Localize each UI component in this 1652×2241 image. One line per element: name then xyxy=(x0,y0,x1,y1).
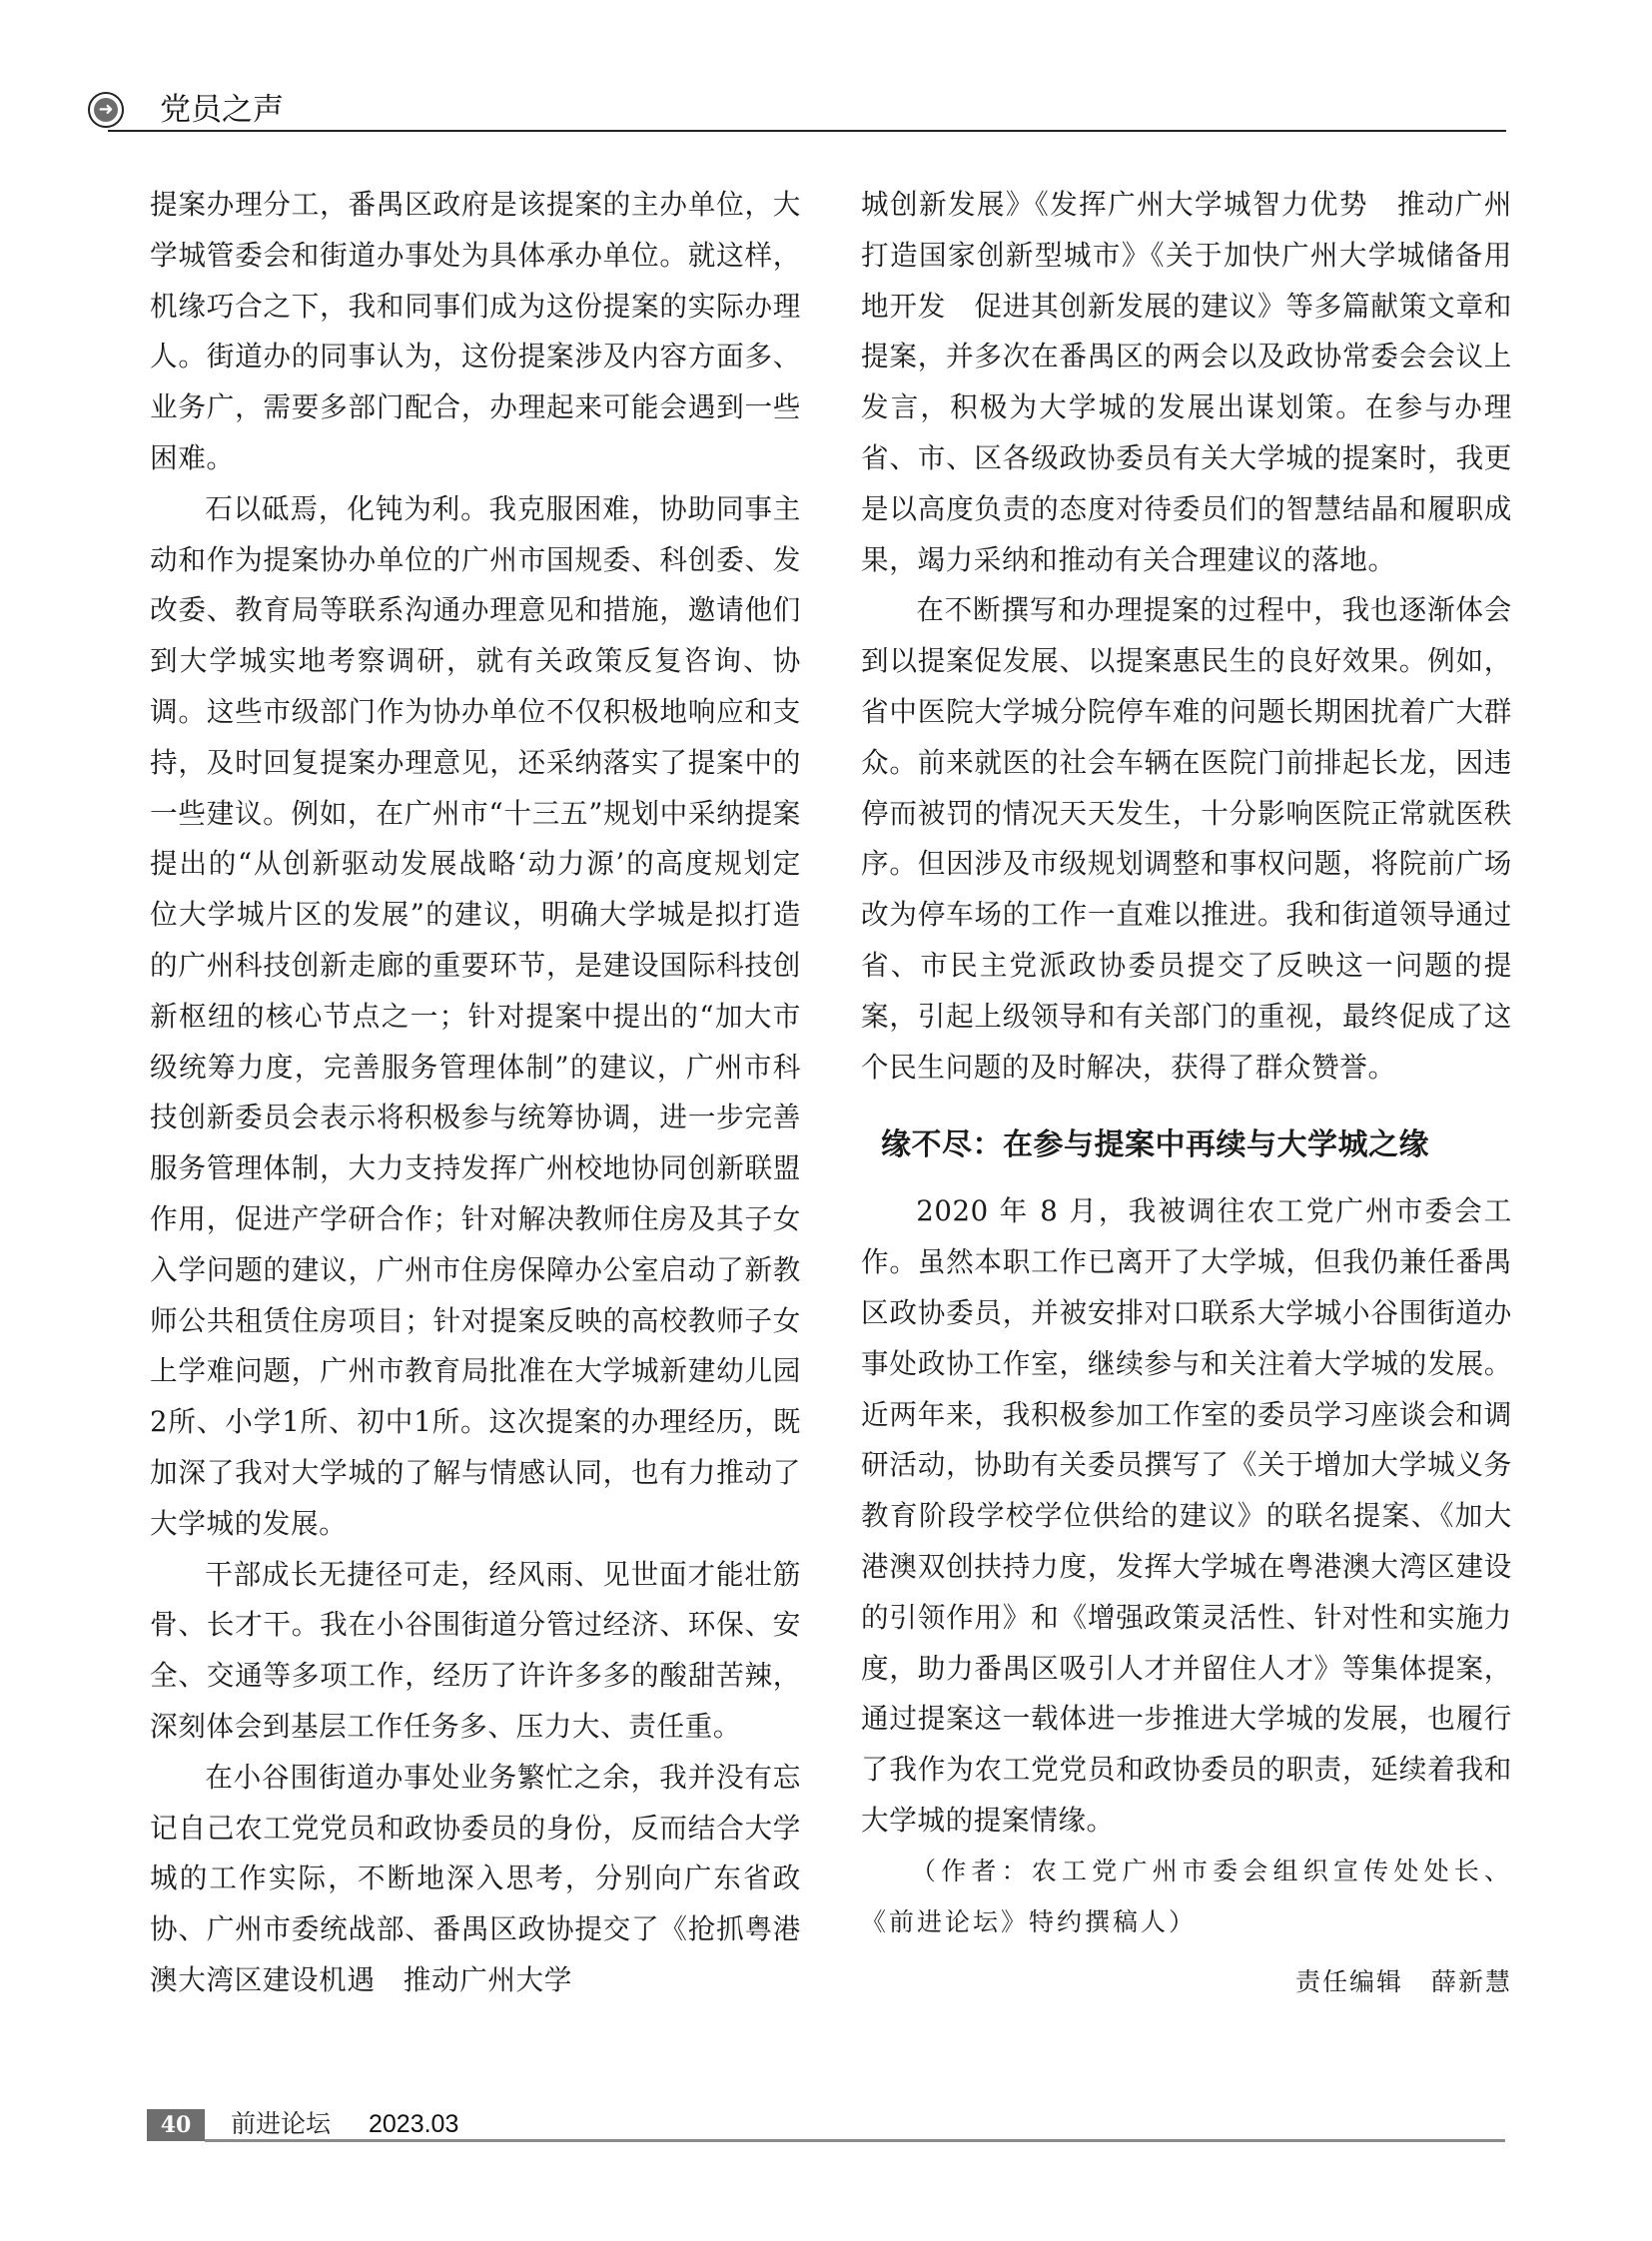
arrow-right-circle-icon xyxy=(88,92,124,128)
editor-name: 薛新慧 xyxy=(1430,1967,1512,1997)
paragraph: 在不断撰写和办理提案的过程中，我也逐渐体会到以提案促发展、以提案惠民生的良好效果。例如，省中医院大学城分院停车难的问题长期困扰着广大群众。前来就医的社会车辆在医院门前排起长龙，因违停而被罚的情况天天发生，十分影响医院正常就医秩序。但因涉及市级规划调整和事权问题，将院前广场改为停车场的工作一直难以推进。我和街道领导通过省、市民主党派政协委员提交了反映这一问题的提案，引起上级领导和有关部门的重视，最终促成了这个民生问题的及时解决，获得了群众赞誉。 xyxy=(861,593,1512,1084)
editor-label: 责任编辑 xyxy=(1294,1967,1403,1997)
section-header xyxy=(80,88,1506,134)
paragraph: 2020 年 8 月，我被调往农工党广州市委会工作。虽然本职工作已离开了大学城，但我仍兼任番禺区政协委员，并被安排对口联系大学城小谷围街道办事处政协工作室，继续参与和关注着大学城的发展。近两年来，我积极参加工作室的委员学习座谈会和调研活动，协助有关委员撰写了《关于增加大学城义务教育阶段学校学位供给的建议》的联名提案、《加大港澳双创扶持力度，发挥大学城在粤港澳大湾区建设的引领作用》和《增强政策灵活性、针对性和实施力度，助力番禺区吸引人才并留住人才》等集体提案，通过提案这一载体进一步推进大学城的发展，也履行了我作为农工党党员和政协委员的职责，延续着我和大学城的提案情缘。 xyxy=(861,1194,1512,1837)
page-footer xyxy=(147,2109,1505,2143)
paragraph: 提案办理分工，番禺区政府是该提案的主办单位，大学城管委会和街道办事处为具体承办单位。就这样，机缘巧合之下，我和同事们成为这份提案的实际办理人。街道办的同事认为，这份提案涉及内容方面多、业务广，需要多部门配合，办理起来可能会遇到一些困难。 xyxy=(150,188,801,474)
section-title: 党员之声 xyxy=(160,92,284,128)
issue-number: 2023.03 xyxy=(369,2110,459,2138)
arrow-glyph: ➜ xyxy=(94,98,118,122)
paragraph: 干部成长无捷径可走，经风雨、见世面才能壮筋骨、长才干。我在小谷围街道分管过经济、环保、安全、交通等多项工作，经历了许许多多的酸甜苦辣，深刻体会到基层工作任务多、压力大、责任重。 xyxy=(150,1557,801,1743)
left-column xyxy=(150,180,801,2006)
editor-credit xyxy=(861,1957,1512,2008)
section-heading: 缘不尽：在参与提案中再续与大学城之缘 xyxy=(881,1127,1429,1163)
magazine-name: 前进论坛 xyxy=(231,2109,332,2138)
author-note: （作者：农工党广州市委会组织宣传处处长、《前进论坛》特约撰稿人） xyxy=(861,1856,1512,1936)
paragraph: 城创新发展》《发挥广州大学城智力优势 推动广州打造国家创新型城市》《关于加快广州大学城储备用地开发 促进其创新发展的建议》等多篇献策文章和提案，并多次在番禺区的两会以及政协常委会会议上发言，积极为大学城的发展出谋划策。在参与办理省、市、区各级政协委员有关大学城的提案时，我更是以高度负责的态度对待委员们的智慧结晶和履职成果，竭力采纳和推动有关合理建议的落地。 xyxy=(861,188,1512,576)
footer-rule xyxy=(205,2139,1505,2142)
page-number: 40 xyxy=(147,2109,205,2141)
paragraph: 石以砥焉，化钝为利。我克服困难，协助同事主动和作为提案协办单位的广州市国规委、科创委、发改委、教育局等联系沟通办理意见和措施，邀请他们到大学城实地考察调研，就有关政策反复咨询、协调。这些市级部门作为协办单位不仅积极地响应和支持，及时回复提案办理意见，还采纳落实了提案中的一些建议。例如，在广州市“十三五”规划中采纳提案提出的“从创新驱动发展战略‘动力源’的高度规划定位大学城片区的发展”的建议，明确大学城是拟打造的广州科技创新走廊的重要环节，是建设国际科技创新枢纽的核心节点之一；针对提案中提出的“加大市级统筹力度，完善服务管理体制”的建议，广州市科技创新委员会表示将积极参与统筹协调，进一步完善服务管理体制，大力支持发挥广州校地协同创新联盟作用，促进产学研合作；针对解决教师住房及其子女入学问题的建议，广州市住房保障办公室启动了新教师公共租赁住房项目；针对提案反映的高校教师子女上学难问题，广州市教育局批准在大学城新建幼儿园2所、小学1所、初中1所。这次提案的办理经历，既加深了我对大学城的了解与情感认同，也有力推动了大学城的发展。 xyxy=(150,491,801,1540)
header-rule xyxy=(108,130,1506,132)
paragraph: 在小谷围街道办事处业务繁忙之余，我并没有忘记自己农工党党员和政协委员的身份，反而结合大学城的工作实际，不断地深入思考，分别向广东省政协、广州市委统战部、番禺区政协提交了《抢抓粤港澳大湾区建设机遇 推动广州大学 xyxy=(150,1760,801,1996)
right-column xyxy=(861,180,1512,2008)
